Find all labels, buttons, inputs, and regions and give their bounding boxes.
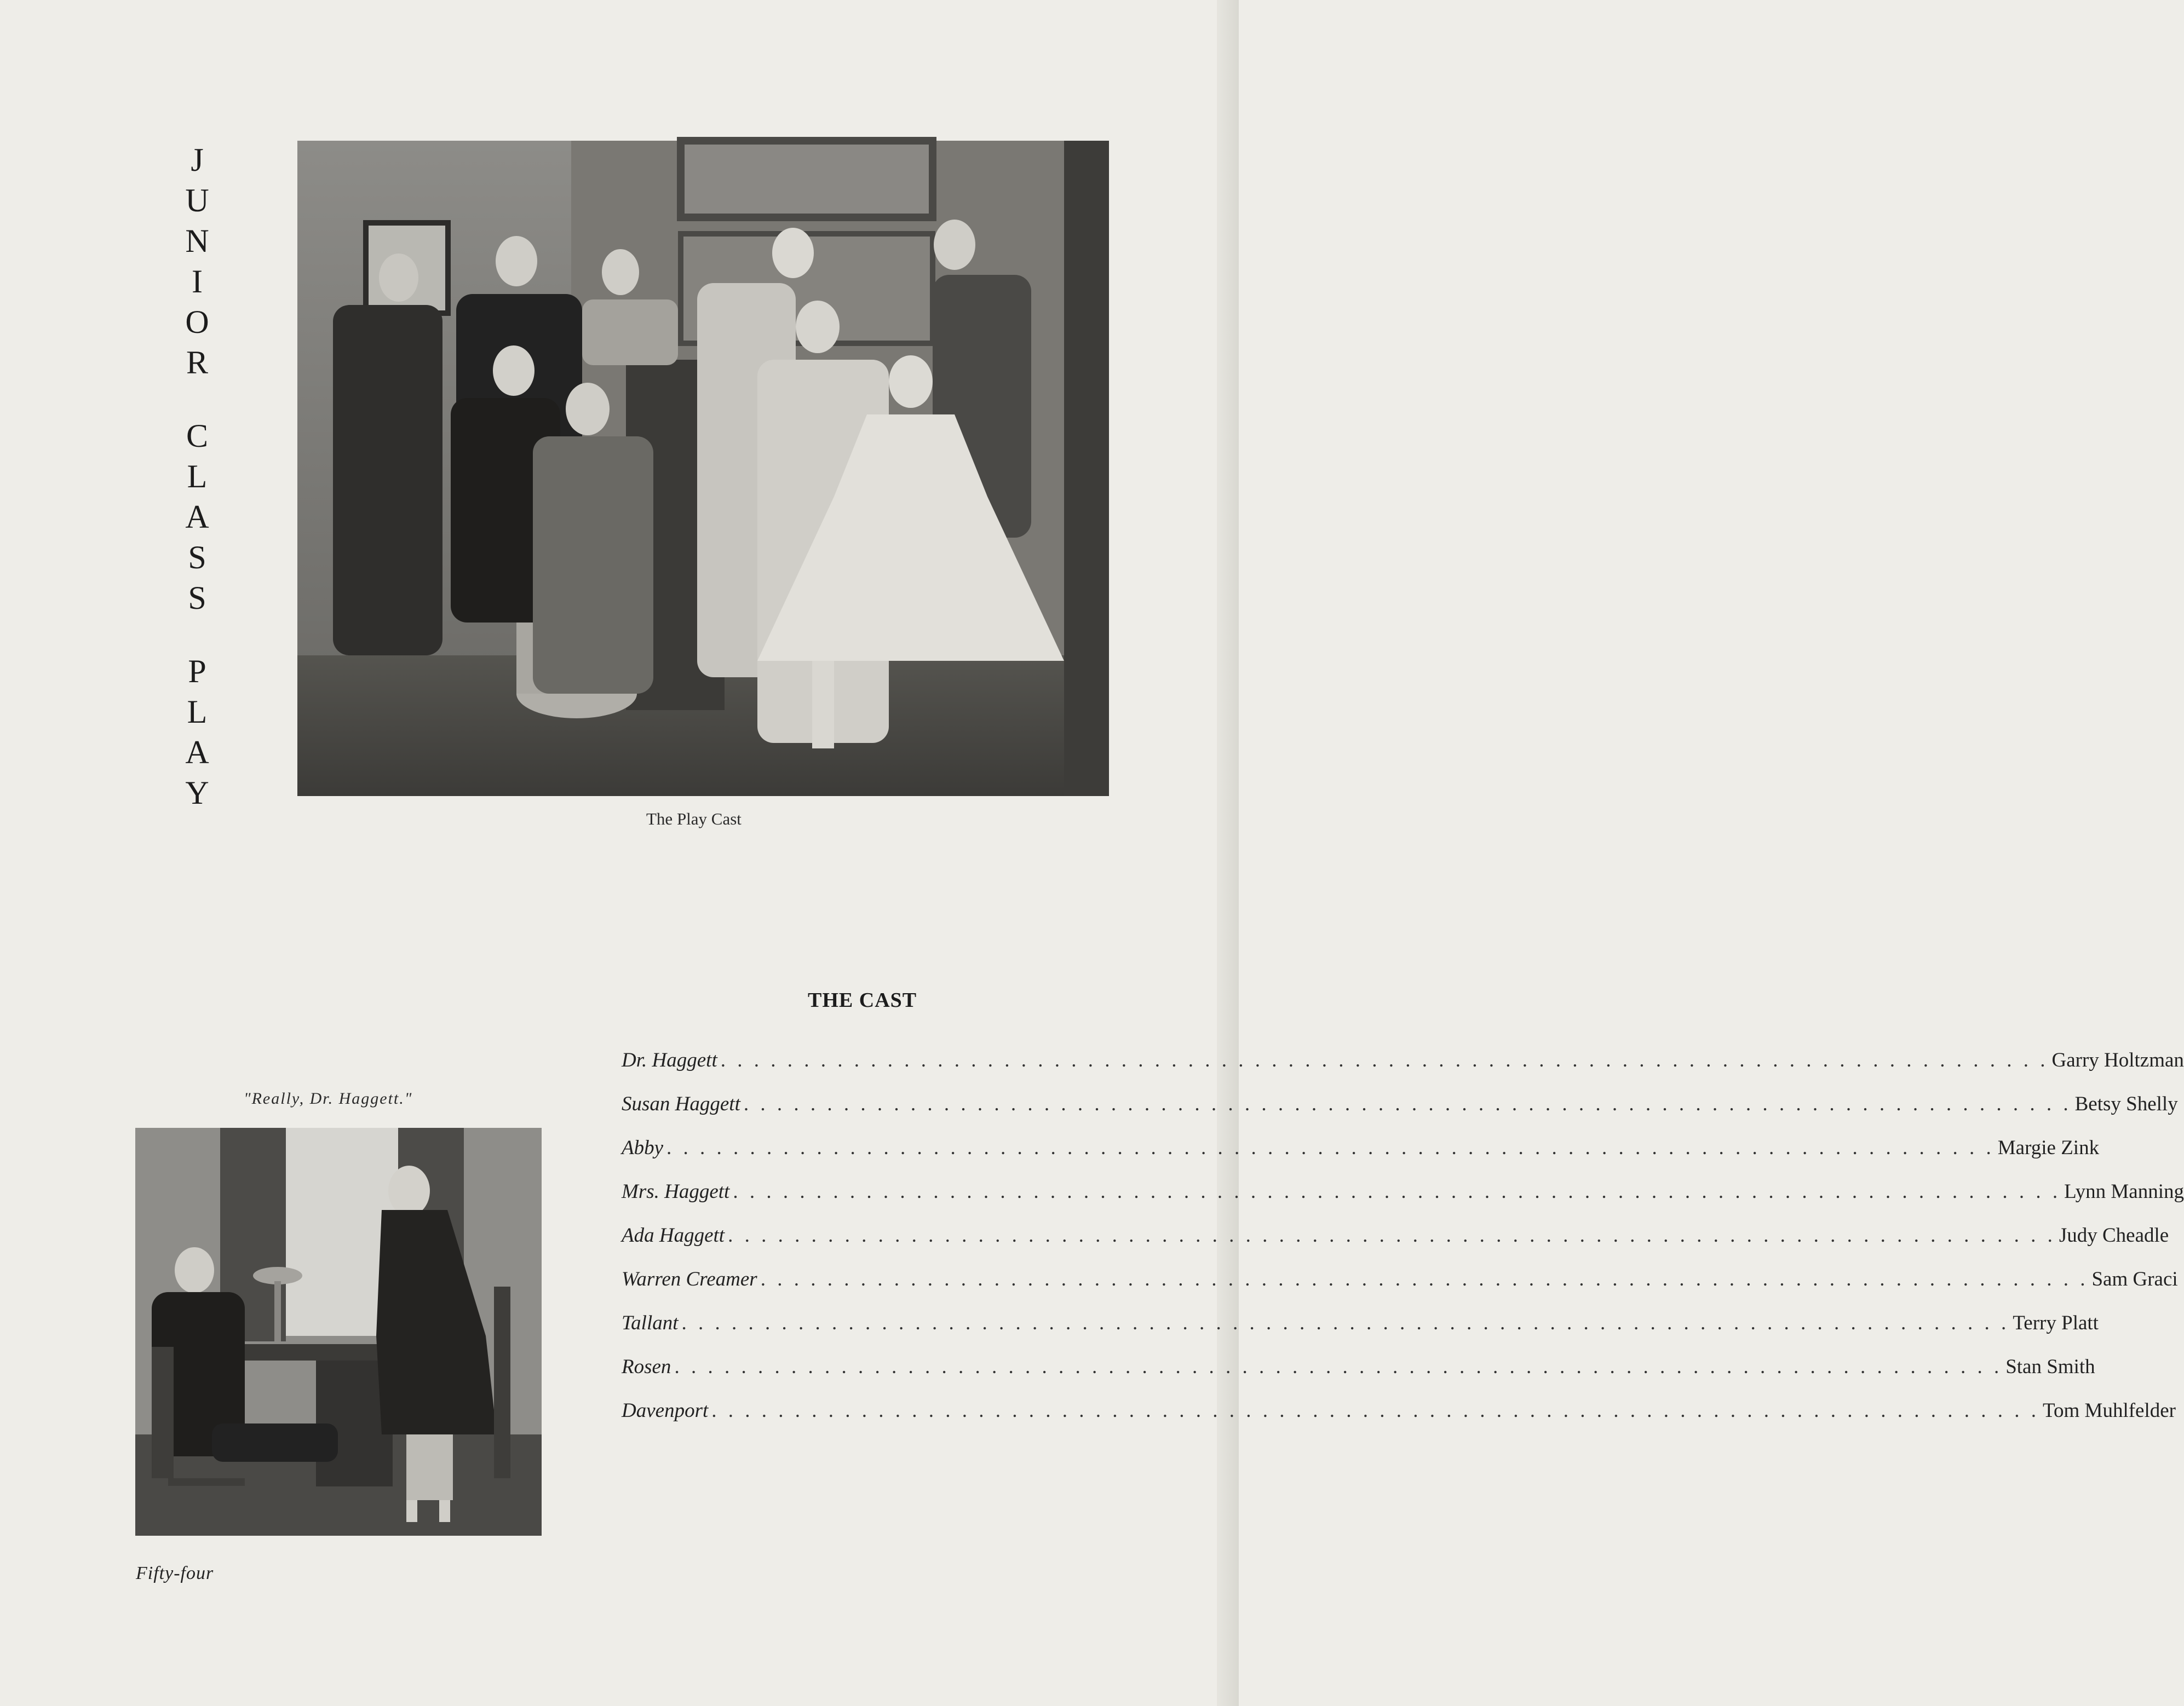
cast-row [622, 1267, 2178, 1311]
dot-leader: . . . . . . . . . . . . . . . . . . . . . . . . . . . . . . . . . . . . . . . . . . . . . . . . . . . . . . . . . . . . . . . . . . . . . . . . . . . . . . . . [733, 1180, 2061, 1203]
cast-role: Davenport [622, 1399, 709, 1422]
scene-photo-caption: "Really, Dr. Haggett." [244, 1090, 413, 1108]
title-letter: L [187, 458, 208, 494]
title-letter: P [188, 653, 206, 689]
cast-actor: Tom Muhlfelder [2043, 1399, 2176, 1422]
cast-photo-image [297, 141, 1109, 796]
dot-leader: . . . . . . . . . . . . . . . . . . . . . . . . . . . . . . . . . . . . . . . . . . . . . . . . . . . . . . . . . . . . . . . . . . . . . . . . . . . . . . . . [720, 1049, 2049, 1071]
vertical-page-title [181, 140, 214, 813]
cast-photo [297, 141, 1109, 796]
cast-actor: Judy Cheadle [2059, 1224, 2169, 1247]
cast-role: Ada Haggett [622, 1224, 725, 1247]
cast-photo-caption: The Play Cast [646, 809, 742, 828]
title-letter: I [192, 263, 203, 299]
title-letter: S [188, 539, 206, 575]
cast-role: Susan Haggett [622, 1093, 740, 1115]
cast-role: Mrs. Haggett [622, 1180, 730, 1203]
dot-leader: . . . . . . . . . . . . . . . . . . . . . . . . . . . . . . . . . . . . . . . . . . . . . . . . . . . . . . . . . . . . . . . . . . . . . . . . . . . . . . . . [728, 1224, 2056, 1247]
title-letter: L [187, 694, 208, 730]
title-letter: O [185, 304, 209, 340]
cast-row [622, 1180, 2184, 1224]
cast-actor: Garry Holtzman [2051, 1049, 2184, 1071]
dot-leader: . . . . . . . . . . . . . . . . . . . . . . . . . . . . . . . . . . . . . . . . . . . . . . . . . . . . . . . . . . . . . . . . . . . . . . . . . . . . . . . . [711, 1399, 2039, 1422]
cast-role: Abby [622, 1137, 664, 1159]
title-letter: R [186, 344, 209, 381]
cast-heading: THE CAST [808, 989, 917, 1012]
page-edge [1217, 0, 1239, 1706]
page-number: Fifty-four [136, 1563, 214, 1583]
cast-row [622, 1092, 2178, 1136]
scene-photo [135, 1128, 542, 1536]
title-letter: J [191, 142, 204, 178]
title-letter: A [185, 734, 209, 770]
dot-leader: . . . . . . . . . . . . . . . . . . . . . . . . . . . . . . . . . . . . . . . . . . . . . . . . . . . . . . . . . . . . . . . . . . . . . . . . . . . . . . . . [681, 1312, 2010, 1334]
cast-role: Warren Creamer [622, 1268, 757, 1290]
title-letter: S [188, 580, 206, 616]
dot-leader: . . . . . . . . . . . . . . . . . . . . . . . . . . . . . . . . . . . . . . . . . . . . . . . . . . . . . . . . . . . . . . . . . . . . . . . . . . . . . . . . [666, 1137, 1995, 1159]
title-letter: N [185, 223, 209, 259]
cast-row [622, 1311, 2099, 1355]
title-letter: C [186, 418, 209, 454]
cast-row [622, 1224, 2169, 1267]
dot-leader: . . . . . . . . . . . . . . . . . . . . . . . . . . . . . . . . . . . . . . . . . . . . . . . . . . . . . . . . . . . . . . . . . . . . . . . . . . . . . . . . [743, 1093, 2072, 1115]
cast-list [622, 1048, 2184, 1443]
cast-row [622, 1136, 2100, 1180]
cast-role: Rosen [622, 1356, 671, 1378]
title-letter: Y [185, 775, 209, 811]
cast-actor: Lynn Manning [2064, 1180, 2184, 1203]
cast-actor: Terry Platt [2013, 1312, 2099, 1334]
cast-actor: Sam Graci [2091, 1268, 2178, 1290]
title-letter: A [185, 499, 209, 535]
cast-actor: Stan Smith [2005, 1356, 2095, 1378]
cast-row [622, 1048, 2184, 1092]
cast-actor: Betsy Shelly [2074, 1093, 2178, 1115]
title-letter: U [185, 182, 209, 218]
cast-role: Tallant [622, 1312, 679, 1334]
cast-actor: Margie Zink [1997, 1137, 2100, 1159]
dot-leader: . . . . . . . . . . . . . . . . . . . . . . . . . . . . . . . . . . . . . . . . . . . . . . . . . . . . . . . . . . . . . . . . . . . . . . . . . . . . . . . . [760, 1268, 2089, 1290]
scene-photo-image [135, 1128, 542, 1536]
dot-leader: . . . . . . . . . . . . . . . . . . . . . . . . . . . . . . . . . . . . . . . . . . . . . . . . . . . . . . . . . . . . . . . . . . . . . . . . . . . . . . . . [674, 1356, 2003, 1378]
cast-role: Dr. Haggett [622, 1049, 717, 1071]
cast-row [622, 1355, 2095, 1399]
cast-row [622, 1399, 2176, 1443]
